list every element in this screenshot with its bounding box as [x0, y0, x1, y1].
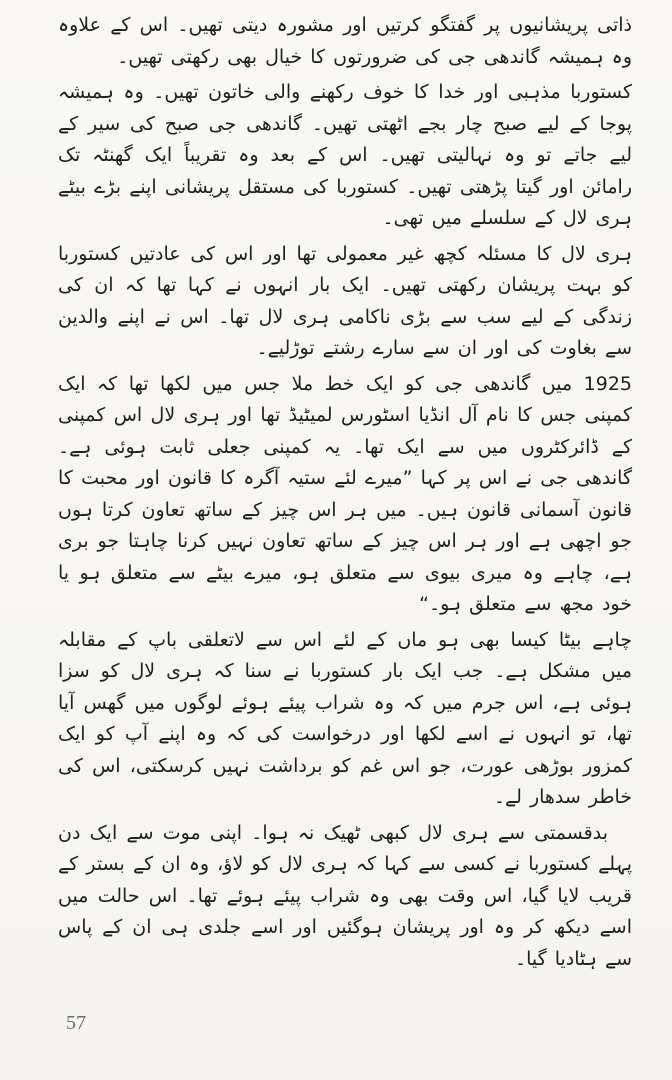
page-number: 57: [66, 1012, 86, 1034]
page-body-text: [58, 10, 632, 975]
paragraph-3: ہری لال کا مسئلہ کچھ غیر معمولی تھا اور اس کی عادتیں کستوربا کو بہت پریشان رکھتی تھیں۔ ایک بار انہوں نے کہا تھا کہ ان کی زندگی کے لیے سب سے بڑی ناکامی ہری لال تھا۔ اس نے اپنے والدین سے بغاوت کی اور ان سے سارے رشتے توڑلیے۔: [58, 242, 632, 359]
paragraph-1: ذاتی پریشانیوں پر گفتگو کرتیں اور مشورہ دیتی تھیں۔ اس کے علاوہ وہ ہمیشہ گاندھی جی کی ضرورتوں کا خیال بھی رکھتی تھیں۔: [58, 14, 632, 68]
paragraph-5: چاہے بیٹا کیسا بھی ہو ماں کے لئے اس سے لاتعلقی باپ کے مقابلہ میں مشکل ہے۔ جب ایک بار کستوربا نے سنا کہ ہری لال کو سزا ہوئی ہے، اس جرم میں کہ وہ شراب پیئے ہوئے لوگوں میں گھس آیا تھا، تو انہوں نے اسے لکھا اور درخواست کی کہ وہ اپنے آپ کو ایک کمزور بوڑھی عورت، جو اس غم کو برداشت نہیں کرسکتی، اس کی خاطر سدھار لے۔: [58, 628, 632, 808]
paragraph-6: بدقسمتی سے ہری لال کبھی ٹھیک نہ ہوا۔ اپنی موت سے ایک دن پہلے کستوربا نے کسی سے کہا کہ ہری لال کو لاؤ، وہ ان کے بستر کے قریب لایا گیا، اس وقت بھی وہ شراب پیئے ہوئے تھا۔ اس حالت میں اسے دیکھ کر وہ اور پریشان ہوگئیں اور اسے جلدی ہی ان کے پاس سے ہٹادیا گیا۔: [58, 821, 632, 970]
paragraph-4: 1925 میں گاندھی جی کو ایک خط ملا جس میں لکھا تھا کہ ایک کمپنی جس کا نام آل انڈیا اسٹورس لمیٹیڈ تھا اور ہری لال اس کمپنی کے ڈائرکٹروں میں سے ایک تھا۔ یہ کمپنی جعلی ثابت ہوئی ہے۔ گاندھی جی نے اس پر کہا ”میرے لئے ستیہ آگرہ کا قانون اور محبت کا قانون آسمانی قانون ہیں۔ میں ہر اس چیز کے ساتھ تعاون کرتا ہوں جو اچھی ہے اور ہر اس چیز کے ساتھ تعاون نہیں کرنا چاہتا جو بری ہے، چاہے وہ میری بیوی سے متعلق ہو، میرے بیٹے سے متعلق ہو یا خود مجھ سے متعلق ہو۔“: [58, 372, 632, 615]
paragraph-2: کستوربا مذہبی اور خدا کا خوف رکھنے والی خاتون تھیں۔ وہ ہمیشہ پوجا کے لیے صبح چار بجے اٹھتی تھیں۔ گاندھی جی صبح کی سیر کے لیے جاتے تو وہ نہالیتی تھیں۔ اس کے بعد وہ تقریباً ایک گھنٹہ تک رامائن اور گیتا پڑھتی تھیں۔ کستوربا کی مستقل پریشانی اپنے بڑے بیٹے ہری لال کے سلسلے میں تھی۔: [58, 81, 632, 229]
